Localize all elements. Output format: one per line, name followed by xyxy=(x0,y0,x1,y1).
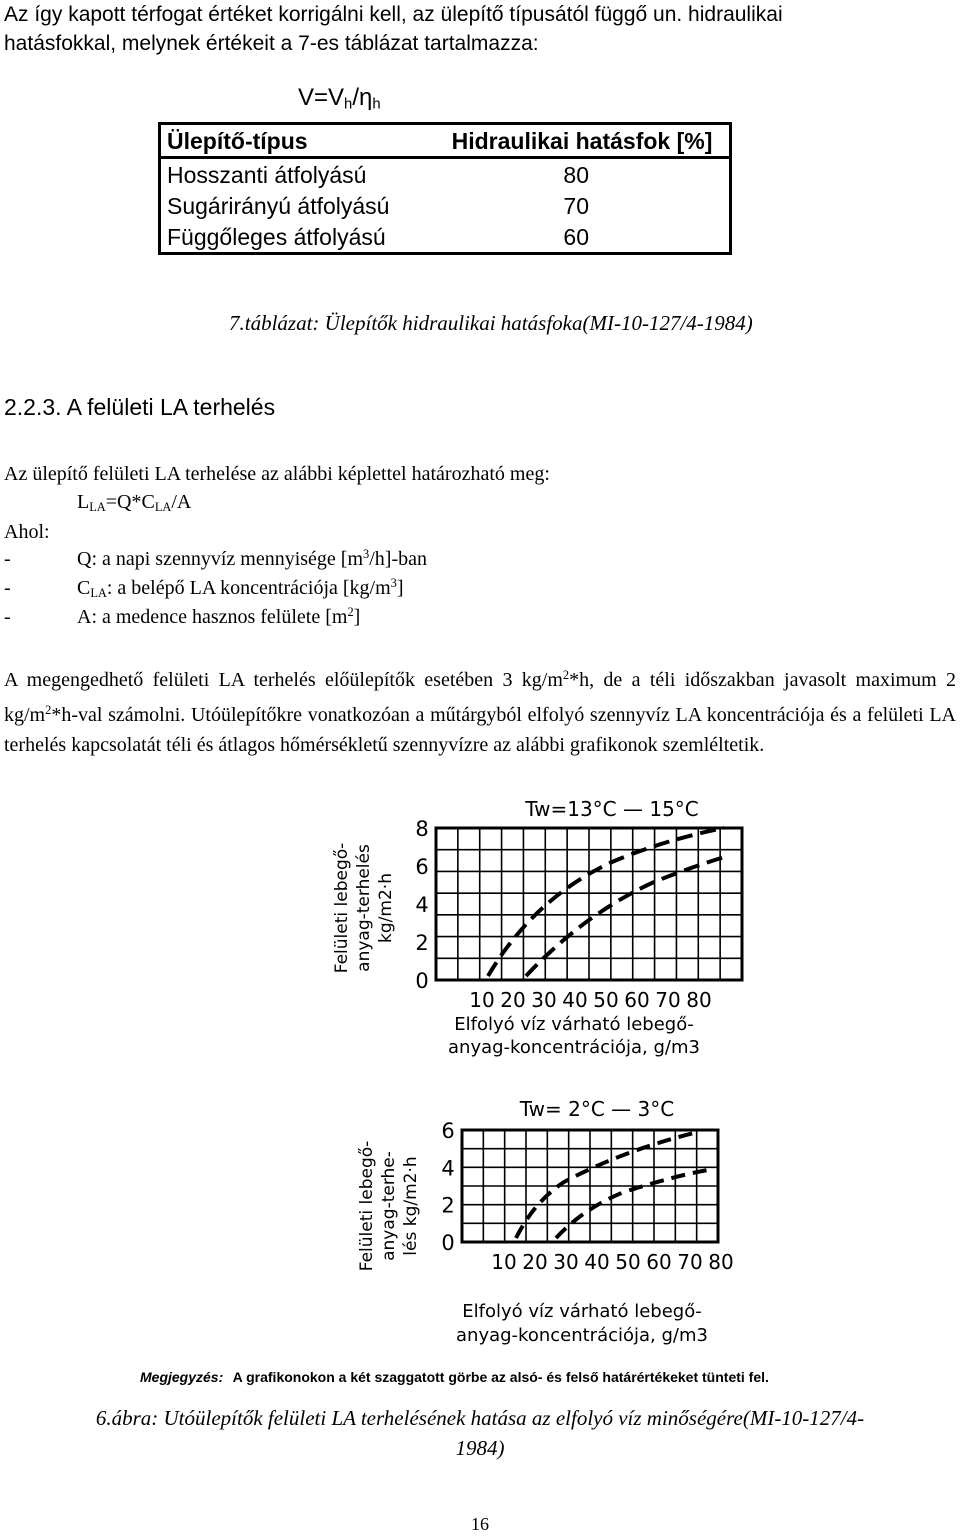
chart-upper-xlabel-2: anyag-koncentrációja, g/m3 xyxy=(448,1037,700,1058)
figure-charts-svg xyxy=(64,790,862,1396)
chart-lower-ylabel xyxy=(357,1141,421,1272)
figure-caption xyxy=(0,1403,960,1463)
y-tick-label: 2 xyxy=(415,931,429,955)
chart-upper-grid xyxy=(436,828,742,980)
load-formula xyxy=(77,490,191,519)
x-tick-label: 20 xyxy=(500,988,526,1012)
definition-c xyxy=(4,576,404,601)
chart-upper-ylabel xyxy=(332,843,396,974)
chart-upper-ylabel-1: Felületi lebegő- xyxy=(332,842,352,974)
x-tick-label: 60 xyxy=(624,988,650,1012)
figure-scan xyxy=(64,790,862,1396)
paragraph-text: *h-val számolni. Utóülepítőkre vonatkozóan a műtárgyból elfolyó szennyvíz LA koncentrációja és a felületi LA terhelés kapcsolatát téli és átlagos hőmérsékletű szennyvízre az alábbi grafikonok szemléltetik. xyxy=(4,703,956,756)
paragraph-text: *h, de a téli időszakban javasolt maximum 2 kg/m xyxy=(4,668,956,726)
volume-formula xyxy=(298,84,381,113)
formula-part: =Q*C xyxy=(105,491,155,513)
chart-lower xyxy=(357,1097,734,1346)
chart-lower-xlabel-2: anyag-koncentrációja, g/m3 xyxy=(456,1325,708,1346)
x-tick-label: 80 xyxy=(708,1250,734,1274)
formula-subscript: LA xyxy=(154,500,172,515)
chart-lower-title: Tw= 2°C — 3°C xyxy=(519,1097,675,1121)
table-cell: 70 xyxy=(563,192,589,219)
figure-note xyxy=(140,1369,769,1385)
intro-line-1: Az így kapott térfogat értéket korrigálni kell, az ülepítő típusától függő un. hidraulikai xyxy=(4,3,783,26)
definition-text: C xyxy=(77,576,91,599)
load-intro-text: Az ülepítő felületi LA terhelése az alábbi képlettel határozható meg: xyxy=(4,463,550,485)
table-row xyxy=(160,190,731,221)
x-tick-label: 20 xyxy=(522,1250,548,1274)
chart-upper-xlabel-1: Elfolyó víz várható lebegő- xyxy=(454,1014,694,1035)
figure-caption-line-1: 6.ábra: Utóülepítők felületi LA terhelésének hatása az elfolyó víz minőségére(MI-10-127/4- xyxy=(95,1406,865,1430)
superscript: 2 xyxy=(562,668,570,682)
chart-lower-yticks xyxy=(441,1119,454,1255)
chart-upper-ylabel-2: anyag-terhelés xyxy=(354,844,374,972)
x-tick-label: 80 xyxy=(686,988,712,1012)
x-tick-label: 30 xyxy=(531,988,557,1012)
table-cell: Sugárirányú átfolyású xyxy=(167,192,390,219)
definition-text: Q: a napi szennyvíz mennyisége [m xyxy=(77,547,364,570)
intro-paragraph xyxy=(4,0,954,58)
table-header-row xyxy=(160,124,731,158)
x-tick-label: 50 xyxy=(593,988,619,1012)
y-tick-label: 8 xyxy=(415,817,429,841)
x-tick-label: 60 xyxy=(646,1250,672,1274)
x-tick-label: 50 xyxy=(615,1250,641,1274)
formula-part: V=V xyxy=(298,84,345,111)
superscript: 2 xyxy=(45,702,52,717)
note-label: Megjegyzés: xyxy=(140,1369,224,1385)
table-cell: Hosszanti átfolyású xyxy=(167,161,367,188)
chart-upper-yticks xyxy=(415,817,428,993)
y-tick-label: 0 xyxy=(441,1231,455,1255)
chart-upper-title: Tw=13°C — 15°C xyxy=(525,797,699,821)
paragraph-text: A megengedhető felületi LA terhelés előülepítők esetében 3 kg/m xyxy=(4,668,563,691)
x-tick-label: 10 xyxy=(469,988,495,1012)
definition-q xyxy=(4,547,427,571)
note-text: A grafikonokon a két szaggatott görbe az alsó- és felső határértékeket tünteti fel. xyxy=(232,1369,769,1385)
chart-lower-ylabel-2: anyag-terhe- xyxy=(379,1151,399,1261)
list-dash: - xyxy=(4,605,11,628)
list-dash: - xyxy=(4,547,11,570)
superscript: 2 xyxy=(347,605,354,619)
table-row xyxy=(160,158,731,191)
intro-line-2: hatásfokkal, melynek értékeit a 7-es táblázat tartalmazza: xyxy=(4,32,539,55)
x-tick-label: 40 xyxy=(584,1250,610,1274)
x-tick-label: 70 xyxy=(677,1250,703,1274)
table-cell: 80 xyxy=(563,161,589,188)
superscript: 3 xyxy=(390,576,397,590)
table-cell: 60 xyxy=(563,223,589,250)
y-tick-label: 4 xyxy=(441,1156,455,1181)
formula-part: /η xyxy=(352,84,373,111)
list-dash: - xyxy=(4,576,11,599)
y-tick-label: 4 xyxy=(415,893,429,917)
y-tick-label: 6 xyxy=(415,855,429,879)
definition-text: /h]-ban xyxy=(369,547,427,570)
superscript: 3 xyxy=(363,547,370,561)
definition-text: : a belépő LA koncentrációja [kg/m xyxy=(106,576,391,599)
chart-lower-grid xyxy=(462,1130,718,1242)
figure-caption-line-2: 1984) xyxy=(455,1436,505,1460)
header-settler-type: Ülepítő-típus xyxy=(160,124,436,158)
chart-upper-xticks xyxy=(469,988,711,1012)
y-tick-label: 2 xyxy=(441,1193,455,1218)
section-heading: 2.2.3. A felületi LA terhelés xyxy=(4,394,276,420)
formula-subscript: h xyxy=(372,96,381,113)
definition-a xyxy=(4,605,360,629)
chart-lower-ylabel-3: lés kg/m2·h xyxy=(401,1156,421,1256)
table-caption: 7.táblázat: Ülepítők hidraulikai hatásfoka(MI-10-127/4-1984) xyxy=(229,311,753,335)
subscript: LA xyxy=(90,585,107,600)
y-tick-label: 6 xyxy=(441,1119,455,1143)
formula-subscript: h xyxy=(344,96,353,113)
x-tick-label: 30 xyxy=(553,1250,579,1274)
table-row xyxy=(160,221,731,254)
table-cell: Függőleges átfolyású xyxy=(167,223,386,250)
page-number: 16 xyxy=(471,1514,489,1534)
x-tick-label: 40 xyxy=(562,988,588,1012)
definition-text: A: a medence hasznos felülete [m xyxy=(77,605,348,628)
definition-text: ] xyxy=(396,576,404,599)
x-tick-label: 10 xyxy=(491,1250,517,1274)
formula-subscript: LA xyxy=(89,500,106,515)
ahol-label: Ahol: xyxy=(4,521,50,543)
y-tick-label: 0 xyxy=(415,969,429,993)
formula-part: /A xyxy=(171,491,192,513)
hydraulic-efficiency-table xyxy=(158,122,732,255)
chart-upper-ylabel-3: kg/m2·h xyxy=(376,873,396,943)
definition-text: ] xyxy=(353,605,361,628)
x-tick-label: 70 xyxy=(655,988,681,1012)
chart-lower-xlabel-1: Elfolyó víz várható lebegő- xyxy=(462,1301,702,1322)
chart-lower-xticks xyxy=(491,1250,733,1274)
load-limits-paragraph xyxy=(4,660,956,760)
formula-part: L xyxy=(77,491,90,513)
chart-upper xyxy=(332,797,742,1058)
chart-lower-ylabel-1: Felületi lebegő- xyxy=(357,1140,377,1272)
header-efficiency: Hidraulikai hatásfok [%] xyxy=(435,124,731,158)
